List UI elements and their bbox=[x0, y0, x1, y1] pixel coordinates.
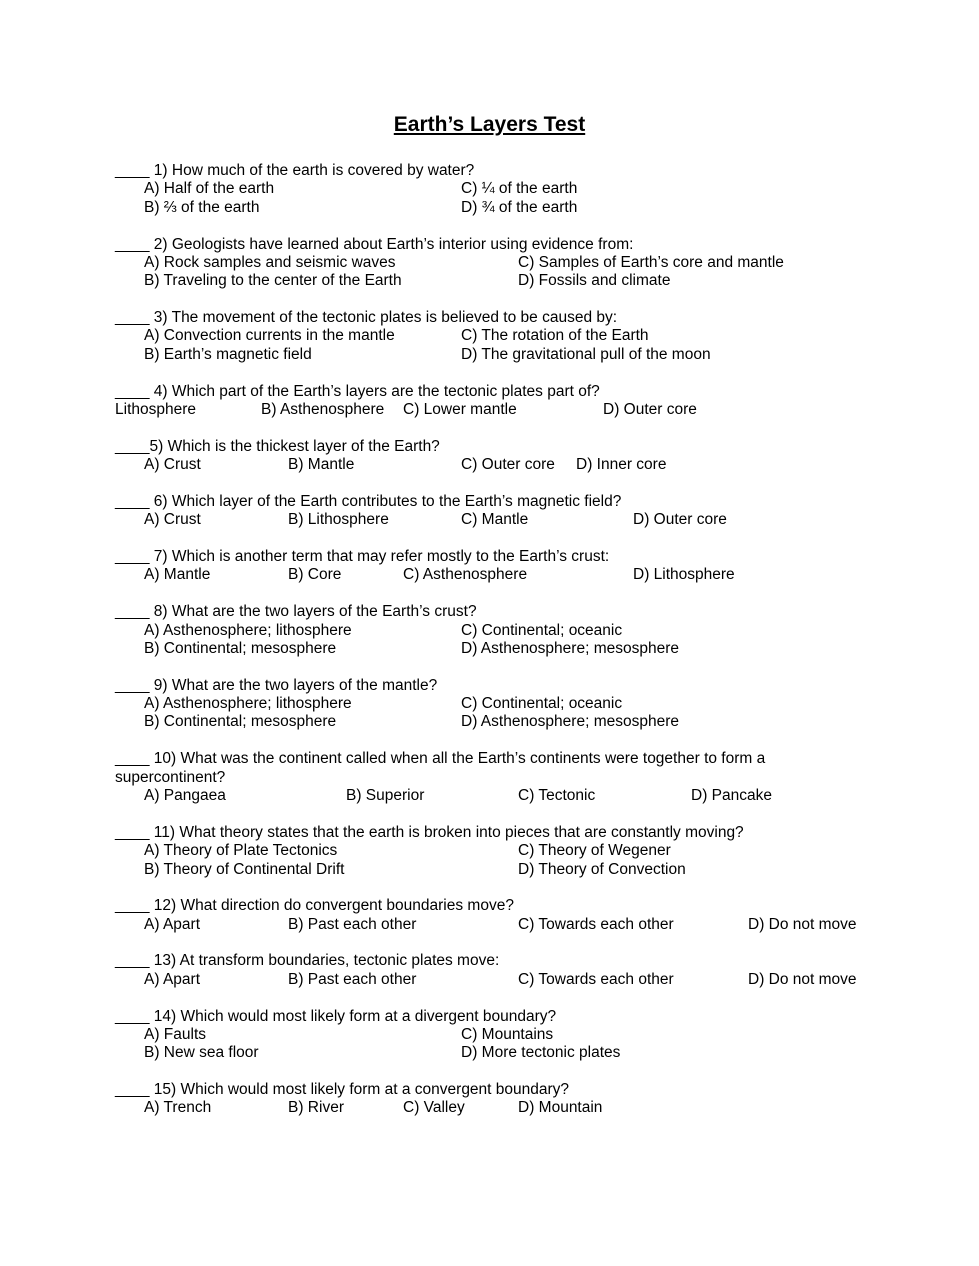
q5-option-c: C) Outer core bbox=[461, 456, 555, 473]
q14-option-a: A) Faults bbox=[144, 1026, 207, 1043]
q5-option-a: A) Crust bbox=[144, 456, 201, 473]
q12-option-d: D) Do not move bbox=[748, 916, 857, 933]
q5-option-b: B) Mantle bbox=[288, 456, 355, 473]
q2-option-c: C) Samples of Earth’s core and mantle bbox=[518, 254, 784, 271]
question-14: ____ 14) Which would most likely form at a divergent boundary? bbox=[115, 1008, 557, 1025]
question-10: ____ 10) What was the continent called when all the Earth’s continents were together to form a bbox=[115, 750, 766, 767]
q4-option-b: B) Asthenosphere bbox=[261, 401, 385, 418]
q2-option-d: D) Fossils and climate bbox=[518, 272, 671, 289]
q7-option-b: B) Core bbox=[288, 566, 342, 583]
q7-option-d: D) Lithosphere bbox=[633, 566, 735, 583]
q8-option-c: C) Continental; oceanic bbox=[461, 622, 623, 639]
q8-option-d: D) Asthenosphere; mesosphere bbox=[461, 640, 679, 657]
q1-option-c: C) ¼ of the earth bbox=[461, 180, 578, 197]
q13-option-a: A) Apart bbox=[144, 971, 200, 988]
question-13: ____ 13) At transform boundaries, tectonic plates move: bbox=[115, 952, 500, 969]
q10-option-a: A) Pangaea bbox=[144, 787, 226, 804]
q14-option-b: B) New sea floor bbox=[144, 1044, 259, 1061]
q9-option-c: C) Continental; oceanic bbox=[461, 695, 623, 712]
q14-option-d: D) More tectonic plates bbox=[461, 1044, 621, 1061]
question-15: ____ 15) Which would most likely form at a convergent boundary? bbox=[115, 1081, 570, 1098]
q6-option-c: C) Mantle bbox=[461, 511, 529, 528]
page-title: Earth’s Layers Test bbox=[393, 113, 586, 136]
q15-option-a: A) Trench bbox=[144, 1099, 212, 1116]
question-10-continued: supercontinent? bbox=[115, 769, 226, 786]
question-4: ____ 4) Which part of the Earth’s layers are the tectonic plates part of? bbox=[115, 383, 600, 400]
q9-option-b: B) Continental; mesosphere bbox=[144, 713, 337, 730]
q15-option-d: D) Mountain bbox=[518, 1099, 603, 1116]
q4-option-a: Lithosphere bbox=[115, 401, 197, 418]
q9-option-d: D) Asthenosphere; mesosphere bbox=[461, 713, 679, 730]
q7-option-a: A) Mantle bbox=[144, 566, 211, 583]
question-12: ____ 12) What direction do convergent boundaries move? bbox=[115, 897, 514, 914]
q3-option-d: D) The gravitational pull of the moon bbox=[461, 346, 711, 363]
q5-option-d: D) Inner core bbox=[576, 456, 667, 473]
q1-option-d: D) ¾ of the earth bbox=[461, 199, 578, 216]
q6-option-d: D) Outer core bbox=[633, 511, 727, 528]
q12-option-a: A) Apart bbox=[144, 916, 200, 933]
q1-option-b: B) ⅔ of the earth bbox=[144, 199, 260, 216]
q13-option-b: B) Past each other bbox=[288, 971, 417, 988]
question-3: ____ 3) The movement of the tectonic plates is believed to be caused by: bbox=[115, 309, 618, 326]
q15-option-c: C) Valley bbox=[403, 1099, 465, 1116]
question-8: ____ 8) What are the two layers of the Earth’s crust? bbox=[115, 603, 477, 620]
q8-option-a: A) Asthenosphere; lithosphere bbox=[144, 622, 352, 639]
q6-option-b: B) Lithosphere bbox=[288, 511, 389, 528]
q2-option-b: B) Traveling to the center of the Earth bbox=[144, 272, 402, 289]
q14-option-c: C) Mountains bbox=[461, 1026, 554, 1043]
q8-option-b: B) Continental; mesosphere bbox=[144, 640, 337, 657]
question-2: ____ 2) Geologists have learned about Earth’s interior using evidence from: bbox=[115, 236, 634, 253]
question-5: ____5) Which is the thickest layer of the Earth? bbox=[115, 438, 440, 455]
q10-option-d: D) Pancake bbox=[691, 787, 772, 804]
q11-option-b: B) Theory of Continental Drift bbox=[144, 861, 345, 878]
question-1: ____ 1) How much of the earth is covered by water? bbox=[115, 162, 475, 179]
q12-option-c: C) Towards each other bbox=[518, 916, 674, 933]
q7-option-c: C) Asthenosphere bbox=[403, 566, 528, 583]
question-11: ____ 11) What theory states that the earth is broken into pieces that are constantly moving? bbox=[115, 824, 744, 841]
q6-option-a: A) Crust bbox=[144, 511, 201, 528]
q3-option-a: A) Convection currents in the mantle bbox=[144, 327, 395, 344]
q11-option-c: C) Theory of Wegener bbox=[518, 842, 671, 859]
q10-option-b: B) Superior bbox=[346, 787, 425, 804]
q4-option-c: C) Lower mantle bbox=[403, 401, 517, 418]
q12-option-b: B) Past each other bbox=[288, 916, 417, 933]
q11-option-d: D) Theory of Convection bbox=[518, 861, 686, 878]
q3-option-b: B) Earth’s magnetic field bbox=[144, 346, 312, 363]
q13-option-d: D) Do not move bbox=[748, 971, 857, 988]
question-9: ____ 9) What are the two layers of the mantle? bbox=[115, 677, 438, 694]
q4-option-d: D) Outer core bbox=[603, 401, 697, 418]
q15-option-b: B) River bbox=[288, 1099, 344, 1116]
q11-option-a: A) Theory of Plate Tectonics bbox=[144, 842, 338, 859]
q1-option-a: A) Half of the earth bbox=[144, 180, 275, 197]
q10-option-c: C) Tectonic bbox=[518, 787, 596, 804]
q3-option-c: C) The rotation of the Earth bbox=[461, 327, 649, 344]
question-6: ____ 6) Which layer of the Earth contributes to the Earth’s magnetic field? bbox=[115, 493, 622, 510]
q9-option-a: A) Asthenosphere; lithosphere bbox=[144, 695, 352, 712]
question-7: ____ 7) Which is another term that may refer mostly to the Earth’s crust: bbox=[115, 548, 610, 565]
q2-option-a: A) Rock samples and seismic waves bbox=[144, 254, 396, 271]
q13-option-c: C) Towards each other bbox=[518, 971, 674, 988]
